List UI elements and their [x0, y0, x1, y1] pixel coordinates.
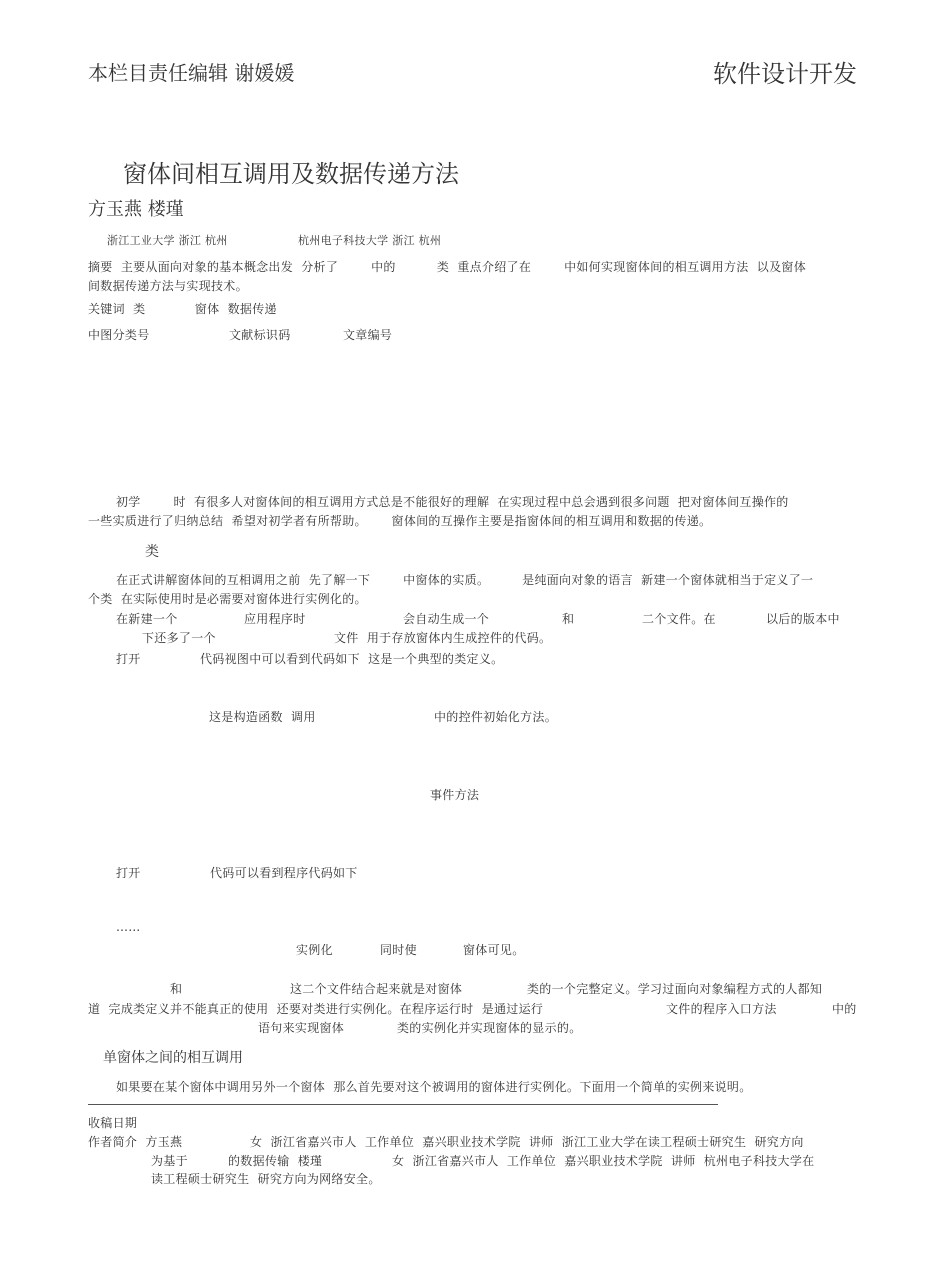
note-instance-part: 同时使	[380, 943, 417, 957]
para-open2-part: 代码可以看到程序代码如下	[210, 866, 358, 880]
para-combine-part: 和	[170, 982, 183, 996]
doc-code-label: 文献标识码	[229, 328, 291, 342]
footnote-bio-line-2b: 的数据传输 楼瑾	[228, 1154, 323, 1168]
para-open-part: 打开	[116, 652, 141, 666]
para-combine-part: 这二个文件结合起来就是对窗体	[290, 982, 463, 996]
para-new-part: 应用程序时	[244, 612, 306, 626]
para-open-part: 代码视图中可以看到代码如下 这是一个典型的类定义。	[200, 652, 504, 666]
abstract-line-1: 摘要 主要从面向对象的基本概念出发 分析了 中的 类 重点介绍了在 中如何实现窗体间的相互调用方法 以及窗体	[88, 260, 806, 274]
para-open2-part: 打开	[116, 866, 141, 880]
para-new-part: 二个文件。在	[642, 612, 716, 626]
note-event-method: 事件方法	[430, 788, 480, 802]
para-new-part: 和	[562, 612, 575, 626]
note-instance-part: 窗体可见。	[463, 943, 525, 957]
article-authors: 方玉燕 楼瑾	[88, 199, 184, 220]
keywords: 关键词 类 窗体 数据传递	[88, 302, 277, 316]
para-combine-part: 道 完成类定义并不能真正的使用 还要对类进行实例化。在程序运行时 是通过运行	[88, 1002, 544, 1016]
running-header-editor: 本栏目责任编辑 谢媛媛	[88, 61, 295, 85]
abstract-line-2: 间数据传递方法与实现技术。	[88, 279, 248, 293]
footnote-received: 收稿日期	[88, 1116, 138, 1130]
section-heading-single-window: 单窗体之间的相互调用	[103, 1050, 243, 1066]
article-number-label: 文章编号	[343, 328, 393, 342]
para-new-part: 会自动生成一个	[403, 612, 490, 626]
para-combine-part: 类的一个完整定义。学习过面向对象编程方式的人都知	[527, 982, 823, 996]
running-header-section: 软件设计开发	[713, 60, 857, 88]
para-class-line-1: 在正式讲解窗体间的互相调用之前 先了解一下 中窗体的实质。 是纯面向对象的语言 新建一个窗体就相当于定义了一	[116, 573, 814, 587]
para-new-part: 在新建一个	[116, 612, 178, 626]
section-heading-class: 类	[145, 544, 159, 560]
footnote-bio-line-2a: 为基于	[151, 1154, 188, 1168]
para-new-line-2a: 下还多了一个	[142, 631, 216, 645]
footnote-bio-line-1a: 作者简介 方玉燕	[88, 1135, 183, 1149]
para-single-window: 如果要在某个窗体中调用另外一个窗体 那么首先要对这个被调用的窗体进行实例化。下面用一个简单的实例来说明。	[116, 1080, 752, 1094]
affiliation-2: 杭州电子科技大学 浙江 杭州	[298, 234, 442, 247]
footnote-bio-line-1b: 女 浙江省嘉兴市人 工作单位 嘉兴职业技术学院 讲师 浙江工业大学在读工程硕士研究生 研究方向	[250, 1135, 804, 1149]
intro-line-2: 一些实质进行了归纳总结 希望对初学者有所帮助。 窗体间的互操作主要是指窗体间的相互调用和数据的传递。	[88, 514, 712, 528]
para-new-line-2b: 文件 用于存放窗体内生成控件的代码。	[334, 631, 552, 645]
para-combine-part: 语句来实现窗体	[258, 1021, 345, 1035]
para-combine-part: 类的实例化并实现窗体的显示的。	[397, 1021, 582, 1035]
footnote-bio-line-2c: 女 浙江省嘉兴市人 工作单位 嘉兴职业技术学院 讲师 杭州电子科技大学在	[392, 1154, 815, 1168]
intro-line-1: 初学 时 有很多人对窗体间的相互调用方式总是不能很好的理解 在实现过程中总会遇到很多问题 把对窗体间互操作的	[116, 495, 789, 509]
para-combine-part: 文件的程序入口方法	[666, 1002, 777, 1016]
code-ellipsis: ……	[116, 920, 141, 934]
para-new-part: 以后的版本中	[766, 612, 840, 626]
footnote-bio-line-3: 读工程硕士研究生 研究方向为网络安全。	[151, 1172, 381, 1186]
note-constructor-tail: 中的控件初始化方法。	[434, 710, 558, 724]
affiliation-1: 浙江工业大学 浙江 杭州	[107, 234, 228, 247]
article-title: 窗体间相互调用及数据传递方法	[123, 160, 459, 188]
class-number-label: 中图分类号	[88, 328, 150, 342]
para-combine-part: 中的	[832, 1002, 857, 1016]
para-class-line-2: 个类 在实际使用时是必需要对窗体进行实例化的。	[88, 592, 367, 606]
footnote-divider	[88, 1104, 718, 1105]
note-instance-part: 实例化	[296, 943, 333, 957]
note-constructor: 这是构造函数 调用	[209, 710, 316, 724]
